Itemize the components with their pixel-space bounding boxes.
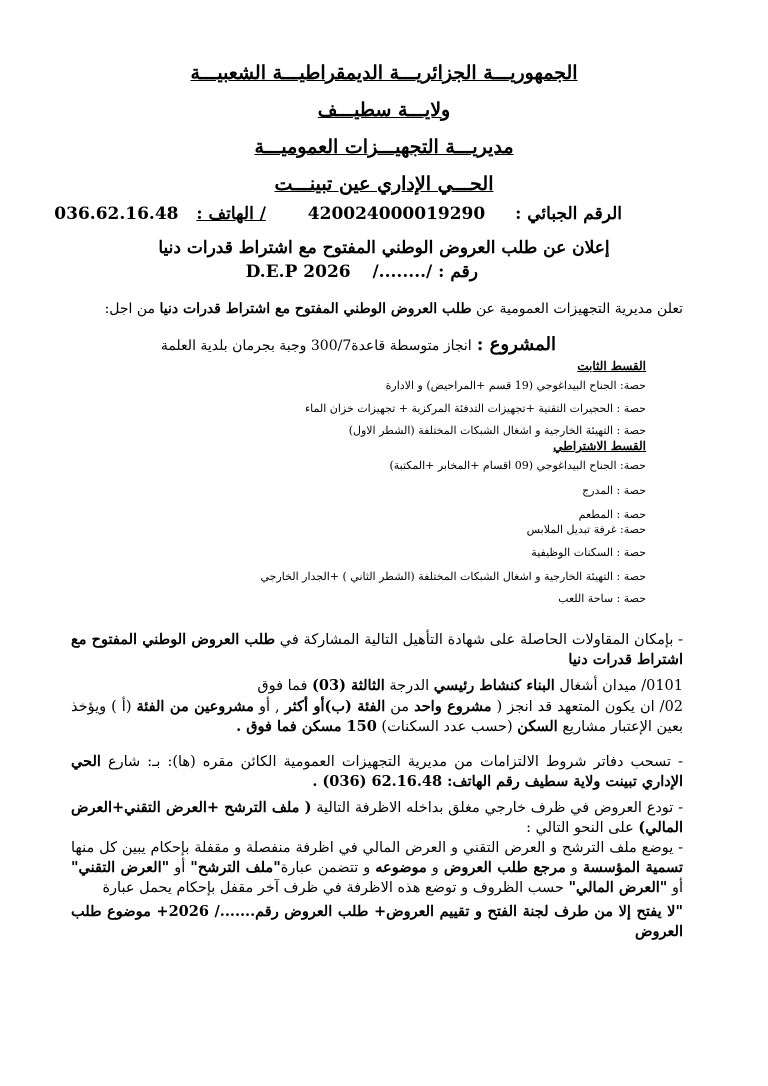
- directorate-title: مديريـــة التجهيـــزات العموميـــة: [254, 136, 514, 158]
- condition-1-text-e: فما فوق: [257, 678, 312, 694]
- eligibility-intro-text: - بإمكان المقاولات الحاصلة على شهادة التأهيل التالية المشاركة في: [275, 632, 683, 648]
- intro-text-bold: طلب العروض الوطني المفتوح مع اشتراط قدرات دنيا: [159, 301, 472, 317]
- intro-text-before: تعلن مديرية التجهيزات العمومية عن: [471, 301, 683, 317]
- condition-2-text-j: 150 مسكن فما فوق .: [236, 718, 377, 735]
- optional-item-2: حصة : المدرج: [582, 484, 646, 497]
- announcement-number-value: 2026 D.E.P: [245, 262, 351, 282]
- intro-paragraph: [63, 301, 683, 317]
- instruction-3-text-k: أو: [667, 880, 683, 896]
- tax-id-value: 420024000019290: [307, 204, 486, 224]
- phone-value: 036.62.16.48: [54, 204, 179, 224]
- instruction-3-text-a: - يوضع ملف الترشح و العرض التقني و العرض المالي في اظرفة منفصلة و مقفلة بإحكام يبين كل منها: [71, 840, 683, 856]
- condition-1-text-a: ميدان أشغال: [554, 678, 642, 694]
- instruction-1-text: - تسحب دفاتر شروط الالتزامات من مديرية التجهيزات العمومية الكائن مقره (ها): بـ: شارع: [100, 754, 683, 770]
- instruction-1-bold: الحي الإداري تبينت ولاية سطيف رقم الهاتف: 62.16.48 (036) .: [71, 753, 683, 790]
- condition-2-text-c: من: [385, 699, 415, 715]
- condition-1-text-b: البناء كنشاط رئيسي: [433, 677, 555, 694]
- project-line: [161, 334, 556, 355]
- instruction-3-text-d: مرجع طلب العروض: [443, 859, 566, 876]
- instruction-4: "لا يفتح إلا من طرف لجنة الفتح و تقييم العروض+ طلب العروض رقم......./ 2026+ موضوع طلب العروض: [71, 903, 683, 940]
- instruction-3-text-m: حسب الظروف و توضع هذه الاظرفة في ظرف آخر مقفل بإحكام يحمل عبارة: [102, 880, 569, 896]
- fixed-item-3: حصة : التهيئة الخارجية و اشغال الشبكات المختلفة (الشطر الاول): [348, 424, 646, 437]
- republic-title: الجمهوريـــة الجزائريـــة الديمقراطيـــة الشعبيـــة: [190, 62, 578, 84]
- instruction-3-text-j: "العرض التقني": [71, 859, 170, 876]
- optional-item-6: حصة : التهيئة الخارجية و اشغال الشبكات المختلفة (الشطر الثاني ) +الجدار الخارجي: [260, 570, 646, 583]
- condition-2-text-h: السكن: [517, 718, 558, 735]
- condition-2-text-g: (أ ) ويؤخذ بعين الإعتبار مشاريع: [71, 699, 683, 735]
- condition-2-text-i: (حسب عدد السكنات): [376, 719, 518, 735]
- instruction-2-bold: ( ملف الترشح +العرض التقني+العرض المالي): [71, 799, 683, 836]
- instruction-2-text: - تودع العروض في ظرف خارجي مغلق بداخله الاظرفة التالية: [311, 800, 684, 816]
- eligibility-condition-1: [71, 676, 683, 696]
- fixed-item-1: حصة: الجناح البيداغوجي (19 قسم +المراحيض) و الادارة: [385, 379, 646, 392]
- condition-2-text-e: , أو: [253, 699, 285, 715]
- eligibility-intro: [71, 630, 683, 670]
- condition-2-text-a: ان يكون المتعهد قد انجز (: [491, 699, 660, 715]
- instruction-3-text-c: و: [565, 860, 583, 876]
- wilaya-title: ولايـــة سطيـــف: [317, 99, 451, 121]
- project-text: انجاز متوسطة قاعدة300/7 وجبة بجرمان بلدية العلمة: [160, 338, 472, 354]
- instruction-3-text-i: أو: [169, 860, 191, 876]
- intro-text-after: من اجل:: [104, 301, 160, 317]
- optional-tranche-title: القسط الاشتراطي: [553, 439, 646, 453]
- eligibility-condition-2: [71, 697, 683, 737]
- optional-item-5: حصة : السكنات الوظيفية: [531, 546, 646, 559]
- condition-2-text-f: مشروعين من الفئة: [136, 698, 254, 715]
- instruction-3-text-h: "ملف الترشح": [190, 859, 281, 876]
- condition-1-text-c: الدرجة: [384, 678, 434, 694]
- eligibility-intro-bold: طلب العروض الوطني المفتوح مع اشتراط قدرات دنيا: [71, 631, 683, 668]
- instruction-2-tail: على النحو التالي :: [526, 820, 639, 836]
- phone-label: / الهاتف :: [196, 204, 266, 224]
- announcement-number: [246, 262, 478, 282]
- optional-item-3: حصة : المطعم: [578, 508, 646, 521]
- condition-1-number: 0101/: [641, 678, 683, 694]
- project-label: المشروع :: [476, 334, 556, 355]
- instruction-2: [71, 798, 683, 838]
- instruction-3-text-l: "العرض المالي": [568, 879, 668, 896]
- tax-id-line: [54, 204, 622, 224]
- instruction-3: [71, 838, 683, 898]
- optional-item-7: حصة : ساحة اللعب: [558, 592, 646, 605]
- condition-2-text-d: الفئة (ب)أو أكثر: [284, 698, 386, 715]
- district-title: الحـــي الإداري عين تبينـــت: [274, 173, 494, 195]
- fixed-tranche-title: القسط الثابت: [577, 359, 646, 373]
- instruction-3-text-g: و تتضمن عبارة: [280, 860, 376, 876]
- optional-item-1: حصة: الجناح البيداغوجي (09 اقسام +المخابر +المكتبة): [389, 459, 646, 472]
- instruction-3-text-f: موضوعه: [375, 859, 427, 876]
- instruction-3-text-e: و: [426, 860, 444, 876]
- instruction-1: [71, 752, 683, 792]
- announcement-title: إعلان عن طلب العروض الوطني المفتوح مع اشتراط قدرات دنيا: [158, 238, 610, 258]
- instruction-3-text-b: تسمية المؤسسة: [582, 859, 683, 876]
- condition-2-text-b: مشروع واحد: [414, 698, 492, 715]
- tax-id-label: الرقم الجبائي :: [515, 204, 622, 224]
- announcement-number-label: رقم : /......../: [372, 262, 478, 282]
- optional-item-4: حصة: غرفة تبديل الملابس: [526, 523, 646, 536]
- condition-2-number: 02/: [659, 699, 684, 715]
- fixed-item-2: حصة : الحجيرات التقنية +تجهيزات التدفئة المركزية + تجهيزات خزان الماء: [304, 402, 646, 415]
- condition-1-text-d: الثالثة (03): [312, 677, 385, 694]
